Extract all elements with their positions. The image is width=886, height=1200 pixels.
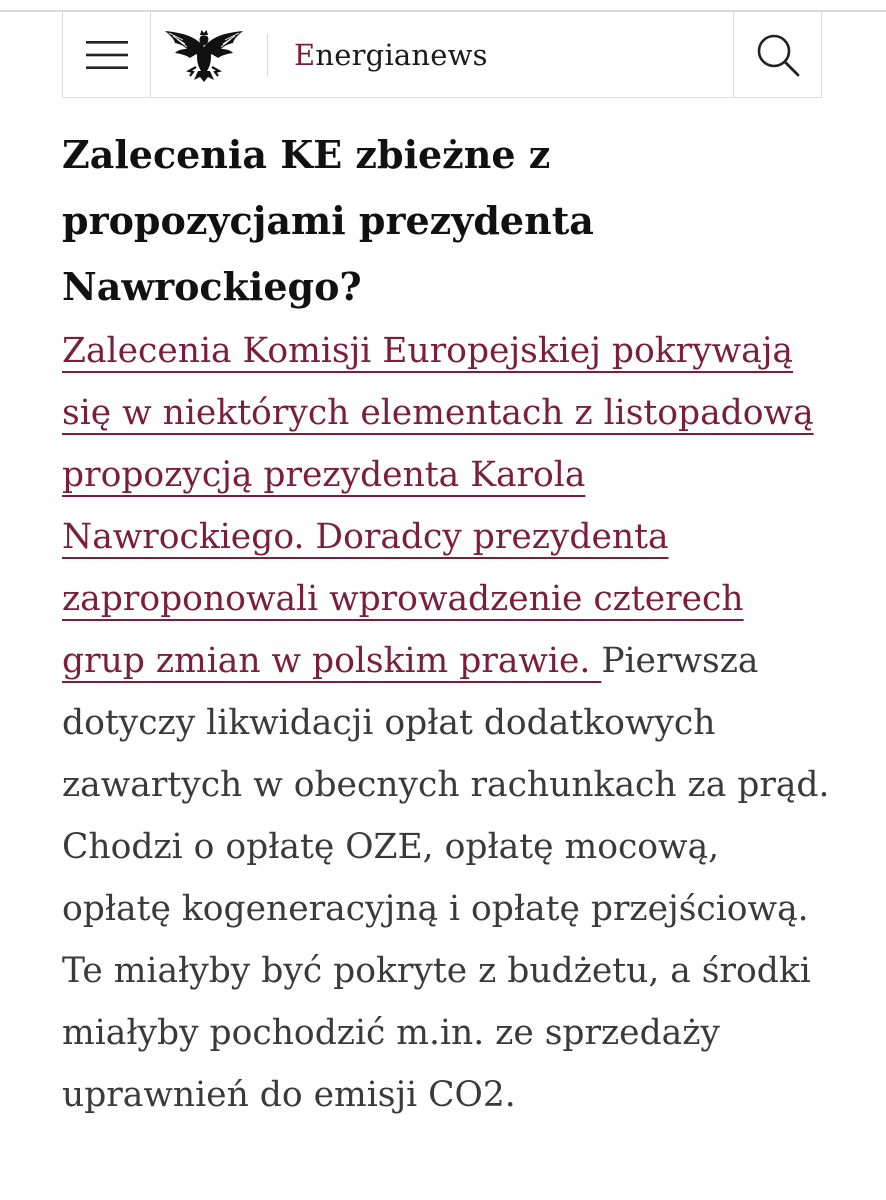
- article-lead-link[interactable]: Zalecenia Komisji Europejskiej pokrywają się w niektórych elementach z listopadową propozycją prezydenta Karola Nawrockiego. Doradcy prezydenta zaproponowali wprowadzenie czterech grup zmian w polskim prawie.: [62, 331, 814, 681]
- brand-area: [151, 12, 733, 97]
- search-button[interactable]: [733, 12, 821, 97]
- article-text: [62, 320, 832, 1126]
- site-name-first-letter: E: [294, 37, 316, 72]
- site-header: [62, 12, 822, 98]
- hamburger-menu-icon: [86, 40, 128, 70]
- site-name[interactable]: [294, 38, 488, 72]
- article-title: Zalecenia KE zbieżne z propozycjami prezydenta Nawrockiego?: [62, 132, 594, 309]
- brand-divider: [267, 34, 268, 76]
- eagle-logo-icon[interactable]: [163, 27, 245, 83]
- menu-button[interactable]: [63, 12, 151, 97]
- site-name-rest: nergianews: [315, 37, 488, 72]
- article-body: Pierwsza dotyczy likwidacji opłat dodatkowych zawartych w obecnych rachunkach za prąd. Chodzi o opłatę OZE, opłatę mocową, opłatę kogeneracyjną i opłatę przejściową. Te miałyby być pokryte z budżetu, a środki miałyby pochodzić m.in. ze sprzedaży uprawnień do emisji CO2.: [62, 641, 830, 1115]
- search-icon: [755, 32, 801, 78]
